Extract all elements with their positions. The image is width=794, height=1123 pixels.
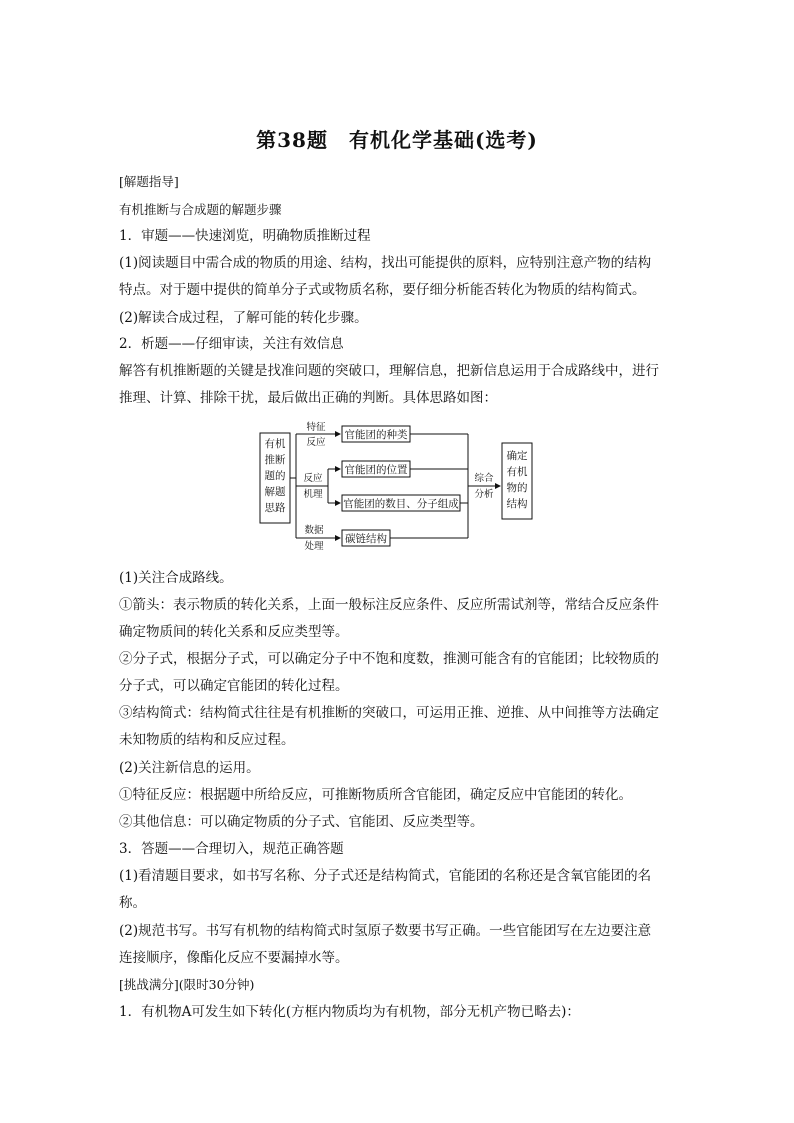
paragraph-line: ①箭头：表示物质的转化关系，上面一般标注反应条件、反应所需试剂等，常结合反应条件 [119, 597, 659, 613]
paragraph-line: (1)关注合成路线。 [119, 570, 233, 586]
paragraph-line: 特点。对于题中提供的简单分子式或物质名称，要仔细分析能否转化为物质的结构简式。 [119, 282, 646, 298]
paragraph-line: (1)看清题目要求，如书写名称、分子式还是结构简式，官能团的名称还是含氧官能团的名 [119, 868, 652, 884]
paragraph-line: 连接顺序，像酯化反应不要漏掉水等。 [119, 950, 349, 966]
section-heading-guide: [解题指导] [119, 174, 179, 189]
paragraph-line: ②其他信息：可以确定物质的分子式、官能团、反应类型等。 [119, 814, 484, 830]
paragraph-line: (2)关注新信息的运用。 [119, 760, 260, 776]
paragraph-line: 解答有机推断题的关键是找准问题的突破口，理解信息，把新信息运用于合成路线中，进行 [119, 363, 659, 379]
section-heading-challenge: [挑战满分](限时30分钟) [119, 977, 255, 992]
paragraph-line: 称。 [119, 895, 146, 911]
question-1-stem: 1．有机物A可发生如下转化(方框内物质均为有机物，部分无机产物已略去)： [119, 1004, 580, 1020]
reasoning-flow-diagram [258, 421, 538, 551]
paragraph-line: (1)阅读题目中需合成的物质的用途、结构，找出可能提供的原料，应特别注意产物的结构 [119, 255, 652, 271]
paragraph-line: ③结构简式：结构简式往往是有机推断的突破口，可运用正推、逆推、从中间推等方法确定 [119, 705, 659, 721]
label-fanying-bottom: 机理 [303, 489, 323, 500]
label-zonghe-top: 综合 [474, 473, 494, 484]
subheading-steps: 有机推断与合成题的解题步骤 [119, 202, 282, 217]
step-3-heading: 3．答题——合理切入，规范正确答题 [119, 841, 344, 857]
paragraph-line: 未知物质的结构和反应过程。 [119, 732, 295, 748]
paragraph-line: (2)解读合成过程，了解可能的转化步骤。 [119, 310, 368, 326]
label-tezheng-top: 特征 [306, 422, 326, 433]
paragraph-line: ②分子式，根据分子式，可以确定分子中不饱和度数，推测可能含有的官能团；比较物质的 [119, 651, 659, 667]
left-box-line: 解题 [264, 486, 286, 498]
paragraph-line: (2)规范书写。书写有机物的结构简式时氢原子数要书写正确。一些官能团写在左边要注意 [119, 923, 652, 939]
right-box-line: 确定 [506, 450, 528, 462]
left-box-line: 推断 [264, 454, 286, 466]
paragraph-line: ①特征反应：根据题中所给反应，可推断物质所含官能团，确定反应中官能团的转化。 [119, 787, 632, 803]
step-1-heading: 1．审题——快速浏览，明确物质推断过程 [119, 228, 371, 244]
label-shuju-top: 数据 [304, 525, 324, 536]
paragraph-line: 确定物质间的转化关系和反应类型等。 [119, 624, 349, 640]
page-title: 第38题 有机化学基础(选考) [256, 128, 538, 152]
flow-diagram-svg [258, 421, 538, 551]
box-text: 碳链结构 [345, 533, 387, 545]
left-box-line: 有机 [264, 438, 286, 450]
left-box-line: 思路 [264, 502, 286, 514]
paragraph-line: 分子式，可以确定官能团的转化过程。 [119, 678, 349, 694]
box-text: 官能团的数目、分子组成 [343, 498, 459, 510]
box-text: 官能团的位置 [344, 464, 408, 476]
right-box-line: 有机 [506, 466, 528, 478]
step-2-heading: 2．析题——仔细审读，关注有效信息 [119, 336, 344, 352]
left-box-line: 题的 [264, 470, 286, 482]
paragraph-line: 推理、计算、排除干扰，最后做出正确的判断。具体思路如图： [119, 390, 497, 406]
label-shuju-bottom: 处理 [304, 541, 324, 551]
label-tezheng-bottom: 反应 [306, 437, 326, 448]
right-box-line: 结构 [506, 498, 528, 510]
right-box-line: 物的 [506, 482, 528, 494]
label-fanying-top: 反应 [303, 473, 323, 484]
label-zonghe-bottom: 分析 [474, 489, 494, 500]
box-text: 官能团的种类 [344, 429, 408, 441]
